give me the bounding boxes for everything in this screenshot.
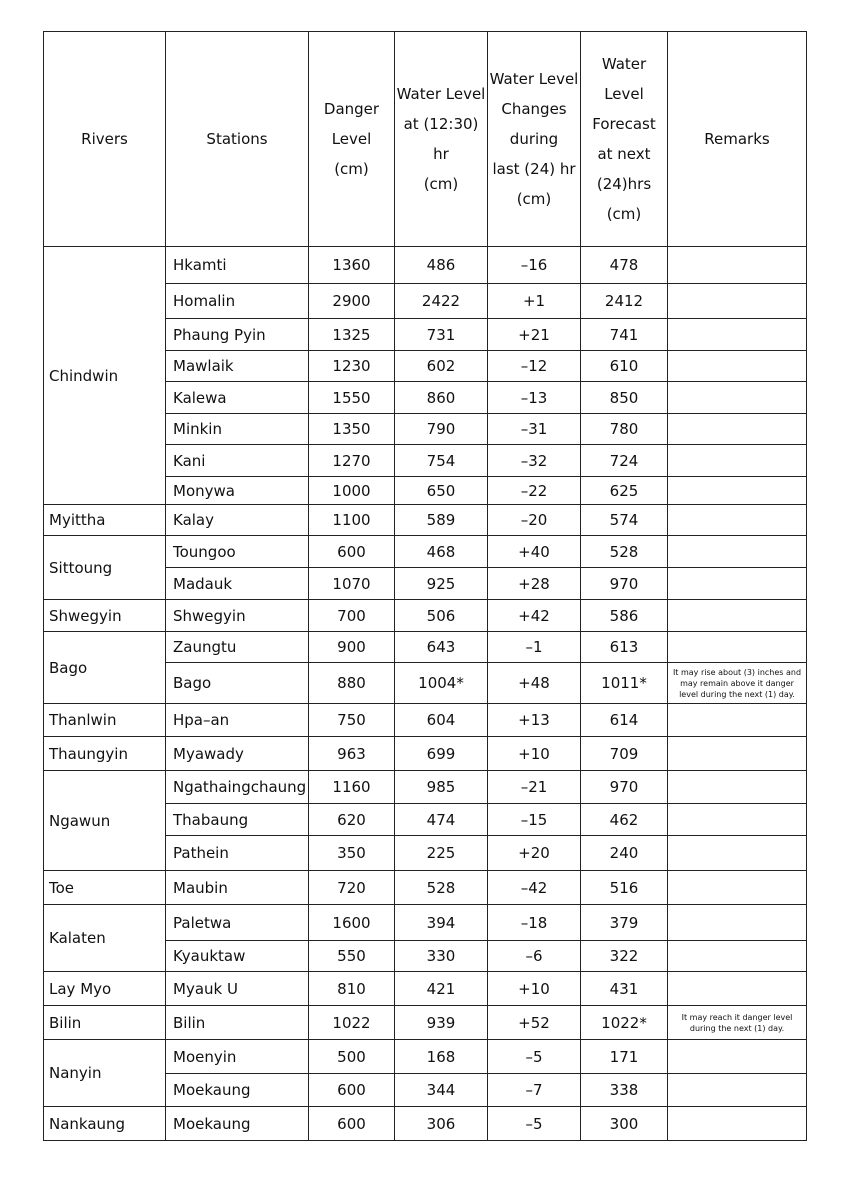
station-cell: Maubin	[166, 871, 309, 905]
water-level-cell: 474	[395, 804, 488, 836]
station-cell: Bilin	[166, 1006, 309, 1040]
remark-cell: It may rise about (3) inches and may remain above it danger level during the next (1) day.	[668, 663, 807, 704]
remark-cell	[668, 804, 807, 836]
water-level-cell: 604	[395, 704, 488, 737]
station-cell: Madauk	[166, 568, 309, 600]
table-row	[44, 1006, 807, 1040]
danger-level-cell: 963	[309, 737, 395, 771]
forecast-cell: 850	[581, 382, 668, 414]
station-cell: Myauk U	[166, 972, 309, 1006]
forecast-cell: 338	[581, 1074, 668, 1107]
header-changes-line: (cm)	[516, 190, 552, 208]
river-cell: Thanlwin	[44, 704, 166, 737]
forecast-cell: 586	[581, 600, 668, 632]
remark-cell	[668, 972, 807, 1006]
change-cell: –13	[488, 382, 581, 414]
station-cell: Kyauktaw	[166, 941, 309, 972]
change-cell: –1	[488, 632, 581, 663]
danger-level-cell: 350	[309, 836, 395, 871]
remark-cell	[668, 414, 807, 445]
change-cell: +40	[488, 536, 581, 568]
remark-cell	[668, 247, 807, 284]
water-level-cell: 344	[395, 1074, 488, 1107]
station-cell: Kalay	[166, 505, 309, 536]
water-level-cell: 486	[395, 247, 488, 284]
remark-cell	[668, 737, 807, 771]
station-cell: Toungoo	[166, 536, 309, 568]
forecast-cell: 625	[581, 477, 668, 505]
station-cell: Paletwa	[166, 905, 309, 941]
change-cell: +42	[488, 600, 581, 632]
water-level-cell: 643	[395, 632, 488, 663]
danger-level-cell: 720	[309, 871, 395, 905]
forecast-cell: 724	[581, 445, 668, 477]
header-water-level	[395, 32, 488, 247]
station-cell: Moekaung	[166, 1107, 309, 1141]
remark-cell	[668, 1074, 807, 1107]
header-danger-line: Danger	[323, 100, 380, 118]
water-level-cell: 790	[395, 414, 488, 445]
change-cell: –15	[488, 804, 581, 836]
forecast-cell: 1022*	[581, 1006, 668, 1040]
water-level-cell: 985	[395, 771, 488, 804]
remark-cell: It may reach it danger level during the next (1) day.	[668, 1006, 807, 1040]
danger-level-cell: 1350	[309, 414, 395, 445]
danger-level-cell: 600	[309, 1074, 395, 1107]
table-row	[44, 704, 807, 737]
danger-level-cell: 550	[309, 941, 395, 972]
forecast-cell: 970	[581, 568, 668, 600]
danger-level-cell: 750	[309, 704, 395, 737]
station-cell: Shwegyin	[166, 600, 309, 632]
danger-level-cell: 1360	[309, 247, 395, 284]
water-level-cell: 650	[395, 477, 488, 505]
header-remarks: Remarks	[668, 32, 807, 247]
header-changes-line: last (24) hr	[492, 160, 576, 178]
danger-level-cell: 1270	[309, 445, 395, 477]
header-forecast-line: Level	[604, 85, 644, 103]
change-cell: –16	[488, 247, 581, 284]
forecast-cell: 741	[581, 319, 668, 351]
danger-level-cell: 900	[309, 632, 395, 663]
water-level-cell: 925	[395, 568, 488, 600]
change-cell: –42	[488, 871, 581, 905]
change-cell: –5	[488, 1107, 581, 1141]
water-level-cell: 394	[395, 905, 488, 941]
station-cell: Mawlaik	[166, 351, 309, 382]
header-stations: Stations	[166, 32, 309, 247]
water-level-cell: 1004*	[395, 663, 488, 704]
remark-cell	[668, 871, 807, 905]
danger-level-cell: 600	[309, 536, 395, 568]
danger-level-cell: 1160	[309, 771, 395, 804]
header-changes	[488, 32, 581, 247]
forecast-cell: 322	[581, 941, 668, 972]
forecast-cell: 574	[581, 505, 668, 536]
header-water-level-line: Water Level	[396, 85, 486, 103]
water-level-cell: 699	[395, 737, 488, 771]
danger-level-cell: 600	[309, 1107, 395, 1141]
station-cell: Hkamti	[166, 247, 309, 284]
danger-level-cell: 1600	[309, 905, 395, 941]
remark-cell	[668, 319, 807, 351]
remark-cell	[668, 905, 807, 941]
change-cell: +10	[488, 737, 581, 771]
remark-cell	[668, 1040, 807, 1074]
forecast-cell: 1011*	[581, 663, 668, 704]
river-cell: Ngawun	[44, 771, 166, 871]
header-rivers: Rivers	[44, 32, 166, 247]
forecast-cell: 2412	[581, 284, 668, 319]
header-changes-line: Changes	[501, 100, 567, 118]
remark-cell	[668, 771, 807, 804]
water-level-cell: 506	[395, 600, 488, 632]
change-cell: +21	[488, 319, 581, 351]
danger-level-cell: 1325	[309, 319, 395, 351]
table-row	[44, 905, 807, 941]
remark-cell	[668, 477, 807, 505]
forecast-cell: 613	[581, 632, 668, 663]
river-cell: Nanyin	[44, 1040, 166, 1107]
remark-cell	[668, 536, 807, 568]
water-level-cell: 528	[395, 871, 488, 905]
forecast-cell: 709	[581, 737, 668, 771]
table-row	[44, 771, 807, 804]
danger-level-cell: 1550	[309, 382, 395, 414]
remark-cell	[668, 284, 807, 319]
river-cell: Bago	[44, 632, 166, 704]
water-level-cell: 225	[395, 836, 488, 871]
forecast-cell: 240	[581, 836, 668, 871]
remark-cell	[668, 704, 807, 737]
forecast-cell: 431	[581, 972, 668, 1006]
danger-level-cell: 880	[309, 663, 395, 704]
remark-cell	[668, 382, 807, 414]
station-cell: Zaungtu	[166, 632, 309, 663]
change-cell: –18	[488, 905, 581, 941]
water-level-cell: 330	[395, 941, 488, 972]
forecast-cell: 462	[581, 804, 668, 836]
forecast-cell: 610	[581, 351, 668, 382]
change-cell: –32	[488, 445, 581, 477]
water-level-cell: 421	[395, 972, 488, 1006]
table-row	[44, 247, 807, 284]
remark-cell	[668, 632, 807, 663]
water-level-cell: 468	[395, 536, 488, 568]
water-level-cell: 589	[395, 505, 488, 536]
station-cell: Homalin	[166, 284, 309, 319]
river-cell: Lay Myo	[44, 972, 166, 1006]
forecast-cell: 614	[581, 704, 668, 737]
forecast-cell: 528	[581, 536, 668, 568]
station-cell: Hpa–an	[166, 704, 309, 737]
change-cell: +28	[488, 568, 581, 600]
station-cell: Monywa	[166, 477, 309, 505]
change-cell: +1	[488, 284, 581, 319]
remark-cell	[668, 445, 807, 477]
forecast-cell: 300	[581, 1107, 668, 1141]
header-forecast-line: (24)hrs	[596, 175, 652, 193]
water-level-cell: 2422	[395, 284, 488, 319]
table-row	[44, 536, 807, 568]
table-row	[44, 632, 807, 663]
river-cell: Shwegyin	[44, 600, 166, 632]
river-cell: Bilin	[44, 1006, 166, 1040]
water-level-cell: 860	[395, 382, 488, 414]
header-danger-level	[309, 32, 395, 247]
change-cell: –22	[488, 477, 581, 505]
water-level-cell: 306	[395, 1107, 488, 1141]
change-cell: +10	[488, 972, 581, 1006]
water-level-cell: 168	[395, 1040, 488, 1074]
change-cell: –20	[488, 505, 581, 536]
river-cell: Thaungyin	[44, 737, 166, 771]
danger-level-cell: 2900	[309, 284, 395, 319]
header-changes-line: during	[509, 130, 559, 148]
danger-level-cell: 1070	[309, 568, 395, 600]
station-cell: Kalewa	[166, 382, 309, 414]
forecast-cell: 780	[581, 414, 668, 445]
forecast-cell: 970	[581, 771, 668, 804]
remark-cell	[668, 600, 807, 632]
table-row	[44, 1040, 807, 1074]
change-cell: –6	[488, 941, 581, 972]
header-forecast-line: (cm)	[606, 205, 642, 223]
remark-cell	[668, 568, 807, 600]
station-cell: Moenyin	[166, 1040, 309, 1074]
station-cell: Myawady	[166, 737, 309, 771]
change-cell: +48	[488, 663, 581, 704]
change-cell: –21	[488, 771, 581, 804]
change-cell: +52	[488, 1006, 581, 1040]
forecast-cell: 478	[581, 247, 668, 284]
change-cell: –7	[488, 1074, 581, 1107]
station-cell: Pathein	[166, 836, 309, 871]
header-water-level-line: (cm)	[423, 175, 459, 193]
danger-level-cell: 1000	[309, 477, 395, 505]
table-row	[44, 871, 807, 905]
river-cell: Kalaten	[44, 905, 166, 972]
river-cell: Nankaung	[44, 1107, 166, 1141]
water-level-cell: 602	[395, 351, 488, 382]
remark-cell	[668, 1107, 807, 1141]
station-cell: Minkin	[166, 414, 309, 445]
danger-level-cell: 1022	[309, 1006, 395, 1040]
station-cell: Thabaung	[166, 804, 309, 836]
river-cell: Myittha	[44, 505, 166, 536]
change-cell: +13	[488, 704, 581, 737]
danger-level-cell: 500	[309, 1040, 395, 1074]
station-cell: Kani	[166, 445, 309, 477]
water-level-cell: 754	[395, 445, 488, 477]
station-cell: Phaung Pyin	[166, 319, 309, 351]
river-cell: Chindwin	[44, 247, 166, 505]
header-forecast-line: Water	[601, 55, 647, 73]
table-row	[44, 972, 807, 1006]
header-forecast	[581, 32, 668, 247]
river-cell: Sittoung	[44, 536, 166, 600]
header-water-level-line: at (12:30) hr	[403, 115, 479, 163]
table-row	[44, 1107, 807, 1141]
header-row	[44, 32, 807, 247]
header-danger-line: Level	[331, 130, 372, 148]
header-forecast-line: Forecast	[592, 115, 656, 133]
danger-level-cell: 810	[309, 972, 395, 1006]
table-row	[44, 505, 807, 536]
header-forecast-line: at next	[597, 145, 651, 163]
forecast-cell: 379	[581, 905, 668, 941]
danger-level-cell: 700	[309, 600, 395, 632]
danger-level-cell: 1230	[309, 351, 395, 382]
water-level-table	[43, 31, 807, 1141]
table-row	[44, 737, 807, 771]
change-cell: –12	[488, 351, 581, 382]
table-row	[44, 600, 807, 632]
remark-cell	[668, 836, 807, 871]
danger-level-cell: 1100	[309, 505, 395, 536]
station-cell: Ngathaingchaung	[166, 771, 309, 804]
remark-cell	[668, 351, 807, 382]
header-changes-line: Water Level	[489, 70, 579, 88]
station-cell: Moekaung	[166, 1074, 309, 1107]
station-cell: Bago	[166, 663, 309, 704]
change-cell: –31	[488, 414, 581, 445]
remark-cell	[668, 505, 807, 536]
change-cell: +20	[488, 836, 581, 871]
river-cell: Toe	[44, 871, 166, 905]
water-level-cell: 939	[395, 1006, 488, 1040]
forecast-cell: 171	[581, 1040, 668, 1074]
header-danger-line: (cm)	[334, 160, 369, 178]
change-cell: –5	[488, 1040, 581, 1074]
forecast-cell: 516	[581, 871, 668, 905]
remark-cell	[668, 941, 807, 972]
danger-level-cell: 620	[309, 804, 395, 836]
water-level-cell: 731	[395, 319, 488, 351]
